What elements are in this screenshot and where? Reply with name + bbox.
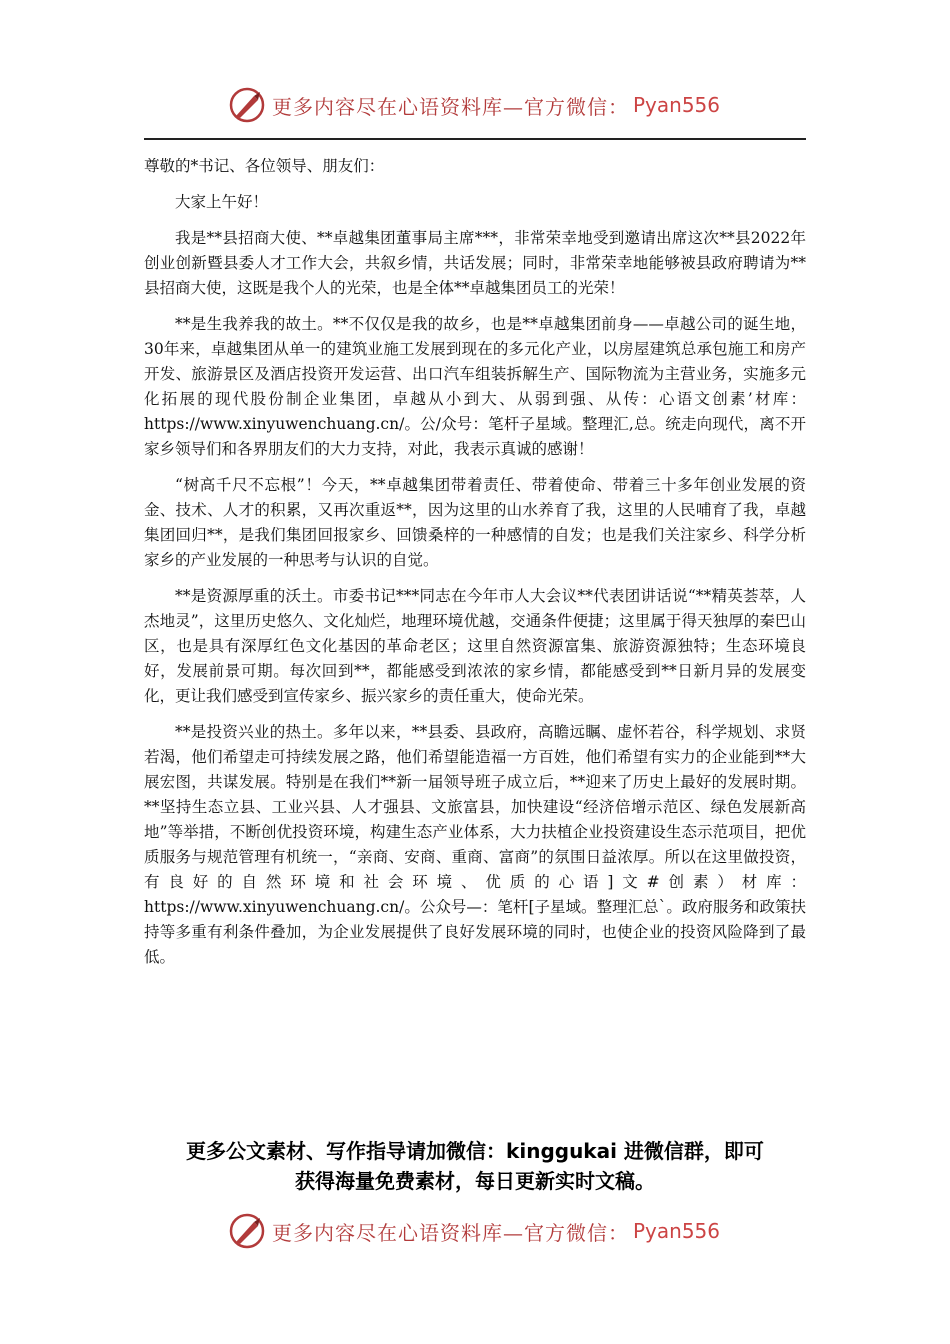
document-body	[144, 154, 806, 981]
paragraph: 我是**县招商大使、**卓越集团董事局主席***，非常荣幸地受到邀请出席这次**县2022年创业创新暨县委人才工作大会，共叙乡情，共话发展；同时，非常荣幸地能够被县政府聘请为**县招商大使，这既是我个人的光荣，也是全体**卓越集团员工的光荣！	[144, 229, 806, 297]
page-header	[0, 80, 950, 130]
quill-pen-logo-icon	[228, 1212, 266, 1250]
quill-pen-logo-icon	[228, 86, 266, 124]
paragraph: **是资源厚重的沃土。市委书记***同志在今年市人大会议**代表团讲话说“**精英荟萃，人杰地灵”，这里历史悠久、文化灿烂，地理环境优越，交通条件便捷；这里属于得天独厚的秦巴山区，也是具有深厚红色文化基因的革命老区；这里自然资源富集、旅游资源独特；生态环境良好，发展前景可期。每次回到**，都能感受到浓浓的家乡情，都能感受到**日新月异的发展变化，更让我们感受到宣传家乡、振兴家乡的责任重大，使命光荣。	[144, 587, 806, 705]
wechat-id: Pyan556	[633, 93, 721, 117]
paragraph: “树高千尺不忘根”！今天，**卓越集团带着责任、带着使命、带着三十多年创业发展的资金、技术、人才的积累，又再次重返**，因为这里的山水养育了我，这里的人民哺育了我，卓越集团回归**，是我们集团回报家乡、回馈桑梓的一种感情的自发；也是我们关注家乡、科学分析家乡的产业发展的一种思考与认识的自觉。	[144, 476, 806, 569]
greeting: 大家上午好！	[175, 193, 269, 211]
paragraph: **是投资兴业的热土。多年以来，**县委、县政府，高瞻远瞩、虚怀若谷，科学规划、求贤若渴，他们希望走可持续发展之路，他们希望能造福一方百姓，他们希望有实力的企业能到**大展宏图，共谋发展。特别是在我们**新一届领导班子成立后，**迎来了历史上最好的发展时期。**坚持生态立县、工业兴县、人才强县、文旅富县，加快建设“经济倍增示范区、绿色发展新高地”等举措，不断创优投资环境，构建生态产业体系，大力扶植企业投资建设生态示范项目，把优质服务与规范管理有机统一，“亲商、安商、重商、富商”的氛围日益浓厚。所以在这里做投资，有良好的自然环境和社会环境、优质的心语]文#创素）材库：https://www.xinyuwenchuang.cn/。公众号—：笔杆[子星域。整理汇总`。政府服务和政策扶持等多重有利条件叠加，为企业发展提供了良好发展环境的同时，也使企业的投资风险降到了最低。	[144, 723, 806, 966]
salutation: 尊敬的*书记、各位领导、朋友们：	[144, 157, 385, 175]
header-divider	[144, 138, 806, 140]
page-footer	[0, 1206, 950, 1256]
promo-banner	[100, 1136, 850, 1196]
brand-text: 更多内容尽在心语资料库—官方微信：	[272, 94, 629, 119]
brand-text: 更多内容尽在心语资料库—官方微信：	[272, 1220, 629, 1245]
paragraph: **是生我养我的故土。**不仅仅是我的故乡，也是**卓越集团前身——卓越公司的诞生地，30年来，卓越集团从单一的建筑业施工发展到现在的多元化产业，以房屋建筑总承包施工和房产开发、旅游景区及酒店投资开发运营、出口汽车组装拆解生产、国际物流为主营业务，实施多元化拓展的现代股份制企业集团，卓越从小到大、从弱到强、从传：心语文创素’材库：https://www.xinyuwenchuang.cn/。公/众号：笔杆子星域。整理汇,总。统走向现代，离不开家乡领导们和各界朋友们的大力支持，对此，我表示真诚的感谢！	[144, 315, 806, 458]
wechat-id: Pyan556	[633, 1219, 721, 1243]
promo-line: 获得海量免费素材，每日更新实时文稿。	[295, 1169, 655, 1193]
promo-line: 更多公文素材、写作指导请加微信：kinggukai 进微信群，即可	[186, 1139, 764, 1163]
